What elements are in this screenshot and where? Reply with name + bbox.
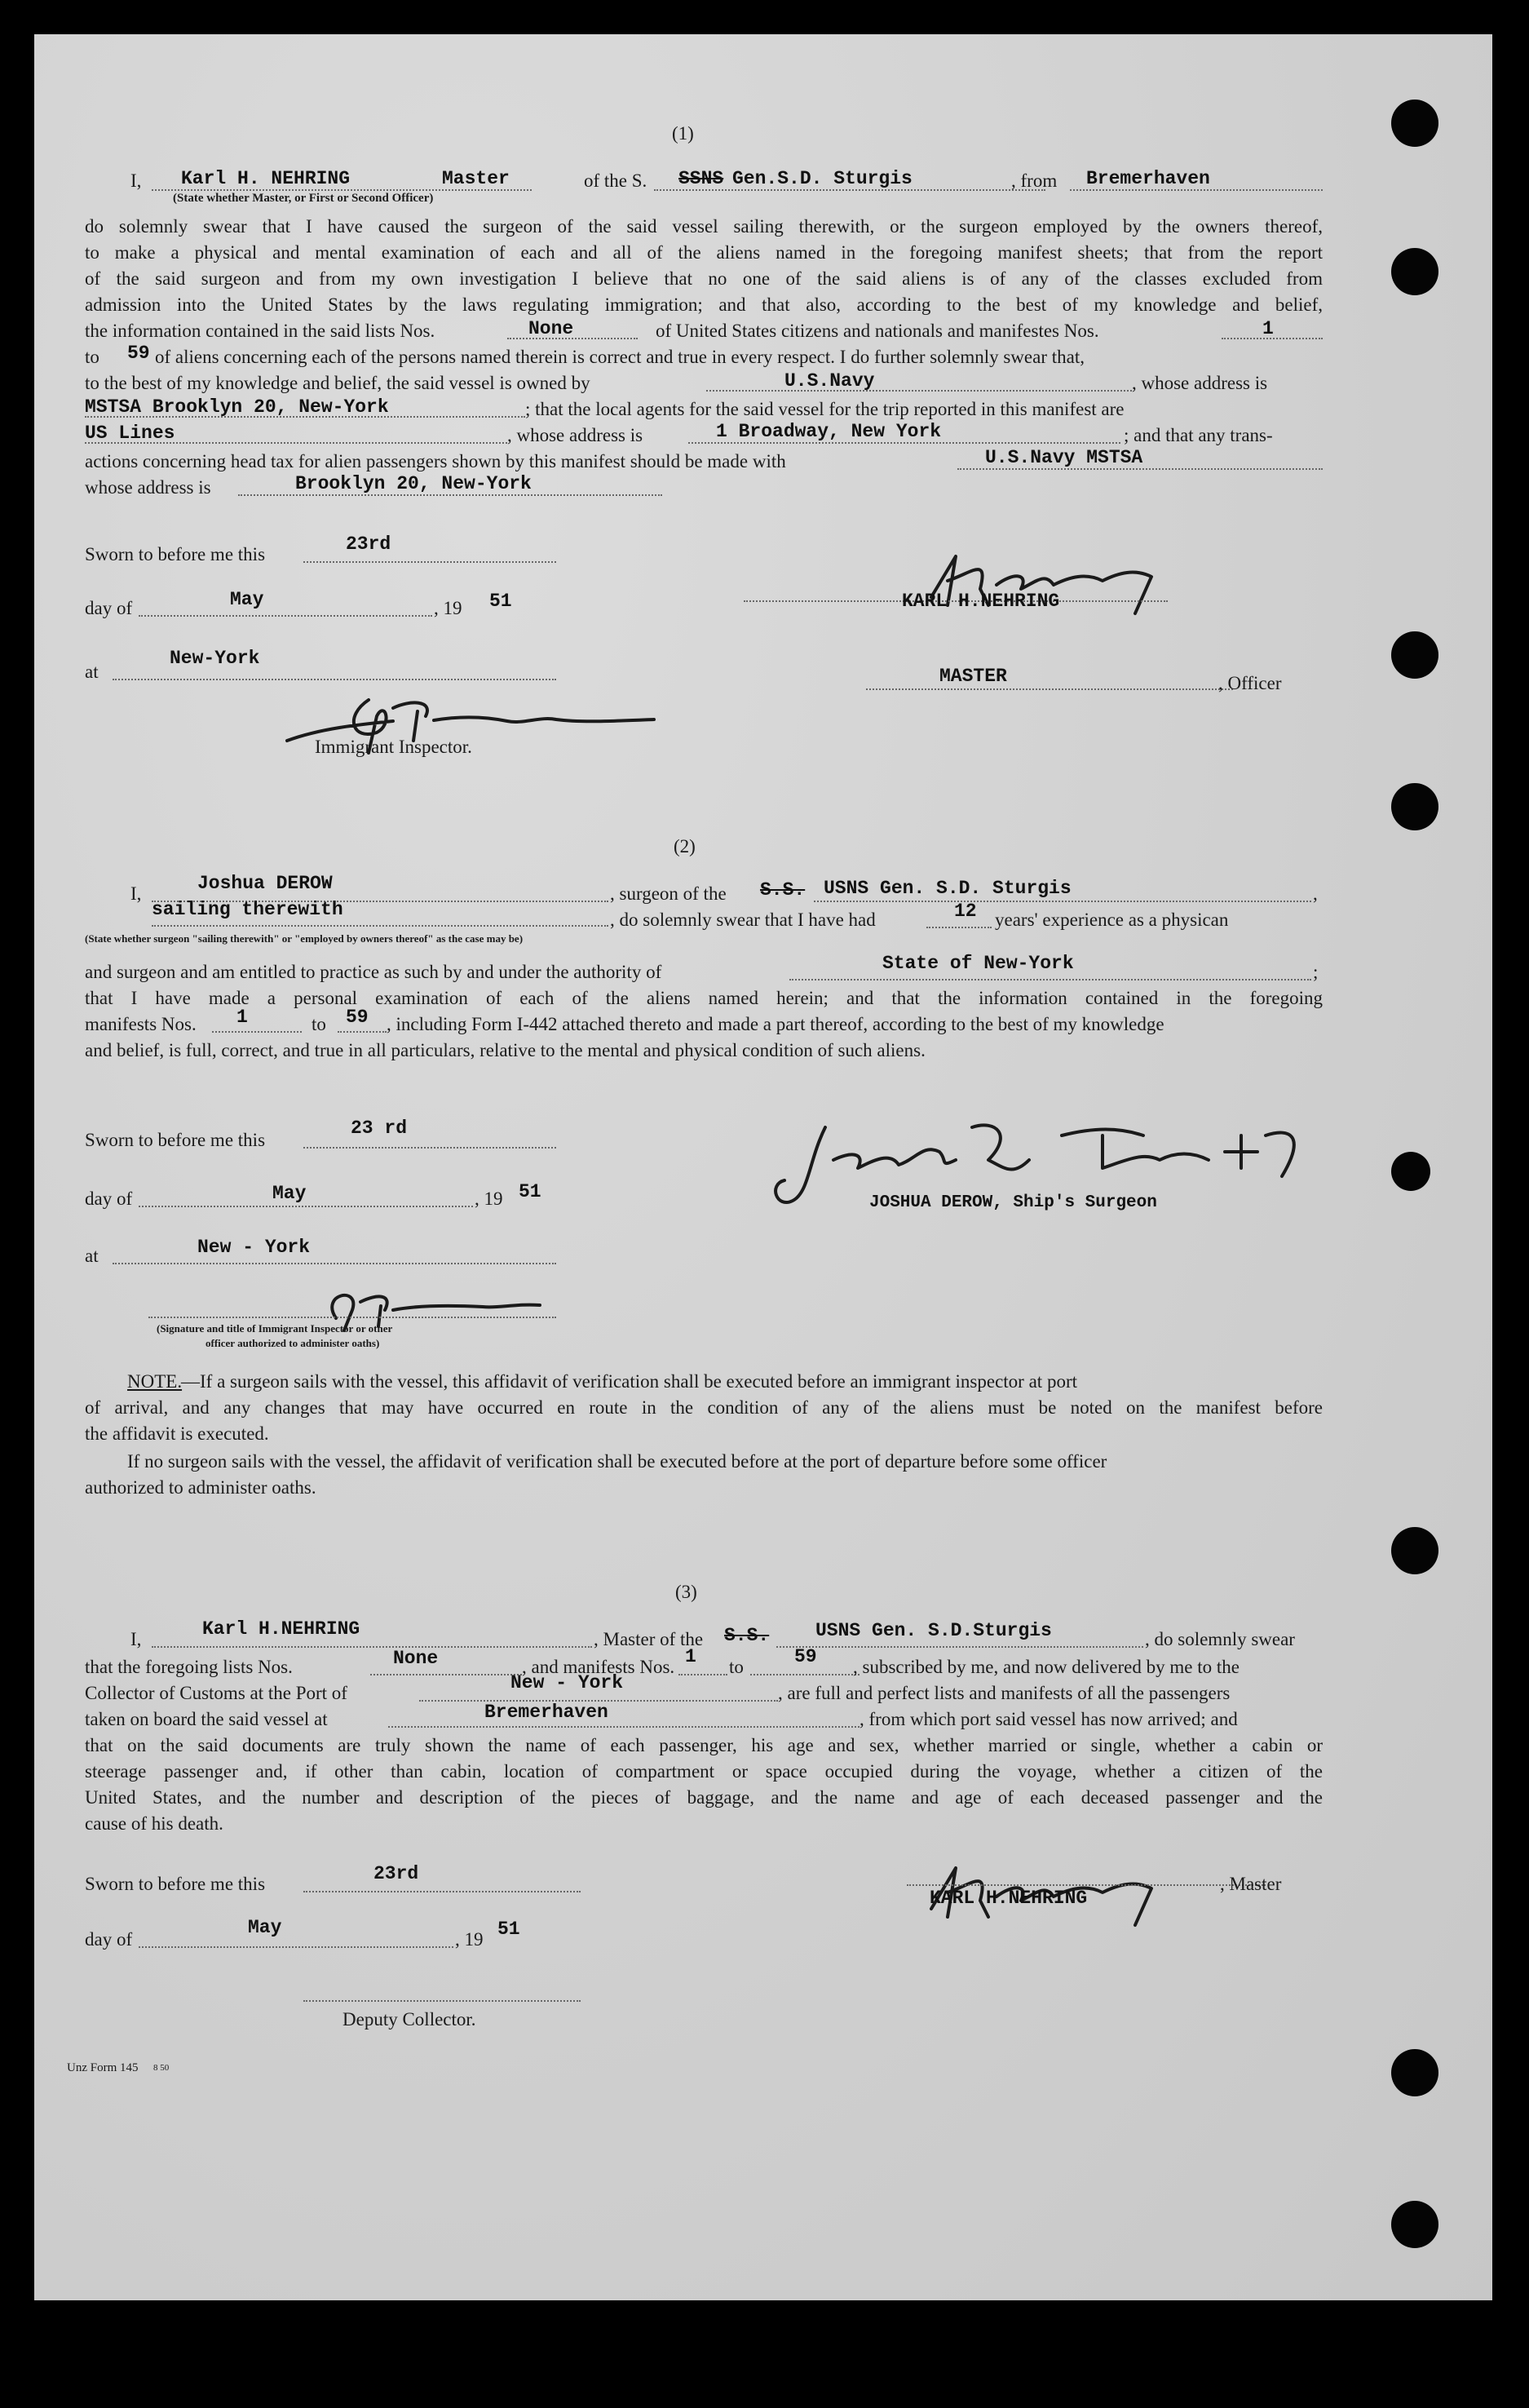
s3-master-label: , Master: [1220, 1874, 1282, 1894]
owner-address: MSTSA Brooklyn 20, New-York: [85, 396, 389, 418]
s1-line-5a: the information contained in the said lists Nos.: [85, 321, 435, 341]
s3-vessel: USNS Gen. S.D.Sturgis: [815, 1620, 1052, 1641]
s1-line-9b: ; and that any trans-: [1124, 425, 1273, 445]
s3-line-5: that on the said documents are truly shown the name of each passenger, his age and sex, whether married or single, whether a cabin or: [85, 1735, 1323, 1755]
s2-line-2c: years' experience as a physican: [995, 910, 1229, 930]
section-1-number: (1): [672, 123, 694, 144]
of-the-s: of the S.: [584, 170, 647, 191]
manifests-from: 1: [1262, 318, 1274, 339]
s1-place: New-York: [170, 648, 260, 669]
head-tax-address: Brooklyn 20, New-York: [295, 473, 532, 494]
s3-year: 51: [497, 1919, 520, 1940]
s2-line-6: and belief, is full, correct, and true in all particulars, relative to the mental and physical condition of such aliens.: [85, 1040, 926, 1060]
punch-hole: [1391, 100, 1438, 147]
manifests-to: 59: [127, 343, 150, 364]
s3-line-4b: , from which port said vessel has now arrived; and: [860, 1709, 1238, 1729]
lists-nos: None: [528, 318, 574, 339]
s3-signer: KARL H.NEHRING: [930, 1888, 1088, 1909]
surgeon-capacity: sailing therewith: [152, 899, 343, 920]
s3-line-6: steerage passenger and, if other than cabin, location of compartment or space occupied during the voyage, whether a citizen of the: [85, 1761, 1323, 1782]
s2-line-4: that I have made a personal examination of each of the aliens named herein; and that the information contained in the foregoing: [85, 988, 1323, 1008]
s1-line-8b: ; that the local agents for the said vessel for the trip reported in this manifest are: [525, 399, 1125, 419]
s1-signer: KARL H.NEHRING: [902, 591, 1060, 612]
surgeon-signer: JOSHUA DEROW, Ship's Surgeon: [869, 1193, 1157, 1212]
s2-at: at: [85, 1246, 99, 1266]
master-signature-1: [907, 540, 1184, 630]
s3-year-prefix: , 19: [455, 1929, 484, 1950]
s2-sworn-day: 23 rd: [351, 1118, 408, 1139]
s3-vessel-struck: S.S.: [724, 1625, 770, 1646]
s2-line-2b: , do solemnly swear that I have had: [610, 910, 876, 930]
vessel-owner: U.S.Navy: [784, 370, 875, 392]
punch-hole: [1391, 631, 1438, 679]
s1-line-6b: of aliens concerning each of the persons named therein is correct and true in every respect. I do further solemnly swear that,: [155, 347, 1085, 367]
s3-line-7: United States, and the number and description of the pieces of baggage, and the name and age of each deceased passenger and the: [85, 1787, 1323, 1808]
s1-line-1: do solemnly swear that I have caused the surgeon of the said vessel sailing therewith, or the surgeon employed by the owners thereof,: [85, 216, 1323, 237]
s2-vessel-struck: S.S.: [760, 879, 806, 901]
s1-sworn-label: Sworn to before me this: [85, 544, 266, 564]
s2-line-5c: , including Form I-442 attached thereto and made a part thereof, according to the best of my knowledge: [387, 1014, 1164, 1034]
s1-month: May: [230, 589, 264, 610]
s2-line-5a: manifests Nos.: [85, 1014, 197, 1034]
local-agents: US Lines: [85, 423, 175, 444]
punch-hole: [1391, 2201, 1438, 2248]
s2-inspector-note-2: officer authorized to administer oaths): [205, 1337, 380, 1349]
s1-line-4: admission into the United States by the laws regulating immigration; and that also, according to the best of my knowledge and belief,: [85, 294, 1323, 315]
s2-m-from: 1: [236, 1007, 248, 1028]
note-p1b: of arrival, and any changes that may have occurred en route in the condition of any of the aliens must be noted on the manifest before: [85, 1397, 1323, 1418]
departure-port: Bremerhaven: [1086, 168, 1210, 189]
s2-i: I,: [130, 883, 142, 904]
s3-line-1b: , do solemnly swear: [1145, 1629, 1295, 1649]
s3-line-8: cause of his death.: [85, 1813, 223, 1834]
s2-comma: ,: [1313, 883, 1318, 904]
s3-line-2a: that the foregoing lists Nos.: [85, 1657, 293, 1677]
s2-inspector-note-1: (Signature and title of Immigrant Inspector or other: [157, 1322, 393, 1335]
s3-line-2d: , subscribed by me, and now delivered by me to the: [853, 1657, 1240, 1677]
s1-sworn-day: 23rd: [346, 533, 391, 555]
s2-day-of: day of: [85, 1189, 133, 1209]
vessel-name: Gen.S.D. Sturgis: [732, 168, 913, 189]
agents-address: 1 Broadway, New York: [716, 421, 942, 442]
s2-line-3a: and surgeon and am entitled to practice as such by and under the authority of: [85, 962, 662, 982]
s3-from-port: Bremerhaven: [484, 1702, 608, 1723]
from-label: , from: [1011, 170, 1058, 191]
s1-at: at: [85, 662, 99, 682]
s3-i: I,: [130, 1629, 142, 1649]
s2-m-to: 59: [346, 1007, 369, 1028]
s1-line-7a: to the best of my knowledge and belief, the said vessel is owned by: [85, 373, 590, 393]
s1-line-10a: actions concerning head tax for alien passengers shown by this manifest should be made with: [85, 451, 786, 471]
s3-sworn-day: 23rd: [373, 1863, 419, 1884]
s3-sworn-label: Sworn to before me this: [85, 1874, 266, 1894]
s3-line-3b: , are full and perfect lists and manifests of all the passengers: [778, 1683, 1231, 1703]
note-p1c: the affidavit is executed.: [85, 1423, 269, 1444]
form-id: Unz Form 145: [67, 2061, 139, 2074]
s2-line-5b: to: [312, 1014, 326, 1034]
s3-master-name: Karl H.NEHRING: [202, 1618, 360, 1640]
s1-officer-label: , Officer: [1218, 673, 1282, 693]
s1-line-11a: whose address is: [85, 477, 211, 498]
s3-port: New - York: [510, 1672, 624, 1693]
note-p1a: —If a surgeon sails with the vessel, this affidavit of verification shall be executed before an immigrant inspector at port: [181, 1371, 1077, 1392]
section-3-number: (3): [675, 1582, 697, 1602]
s2-sworn-label: Sworn to before me this: [85, 1130, 266, 1150]
s2-place: New - York: [197, 1237, 311, 1258]
head-tax-party: U.S.Navy MSTSA: [985, 447, 1143, 468]
s2-year-prefix: , 19: [475, 1189, 503, 1209]
rank-note: (State whether Master, or First or Second Officer): [173, 192, 434, 205]
s3-deputy-collector: Deputy Collector.: [342, 2009, 476, 2030]
s3-line-2b: , and manifests Nos.: [522, 1657, 675, 1677]
master-name: Karl H. NEHRING: [181, 168, 351, 189]
s3-day-of: day of: [85, 1929, 133, 1950]
s1-line-5b: of United States citizens and nationals and manifestes Nos.: [656, 321, 1099, 341]
s2-vessel: USNS Gen. S.D. Sturgis: [824, 878, 1072, 899]
form-code: 8 50: [153, 2063, 170, 2073]
vessel-struck: SSNS: [678, 168, 724, 189]
s1-line-2: to make a physical and mental examination of each and all of the aliens named in the foregoing manifest sheets; that from the report: [85, 242, 1323, 263]
s1-year: 51: [489, 591, 512, 612]
s2-line-3b: ;: [1313, 962, 1319, 982]
s3-line-3a: Collector of Customs at the Port of: [85, 1683, 347, 1703]
s3-m-to: 59: [794, 1646, 817, 1667]
s1-line-3: of the said surgeon and from my own investigation I believe that no one of the said aliens is of any of the classes excluded from: [85, 268, 1323, 289]
s3-master-of: , Master of the: [594, 1629, 704, 1649]
s1-line-9a: , whose address is: [507, 425, 643, 445]
s2-year: 51: [519, 1181, 541, 1202]
note-label: NOTE.: [127, 1371, 183, 1392]
s3-lists: None: [393, 1648, 439, 1669]
s3-month: May: [248, 1917, 282, 1938]
s2-month: May: [272, 1183, 307, 1204]
years-experience: 12: [954, 901, 977, 922]
section-2-number: (2): [674, 836, 696, 857]
s1-year-prefix: , 19: [434, 598, 462, 618]
s3-line-2c: to: [729, 1657, 744, 1677]
note-p2a: If no surgeon sails with the vessel, the affidavit of verification shall be executed before at the port of departure before some officer: [127, 1451, 1107, 1472]
note-p2b: authorized to administer oaths.: [85, 1477, 316, 1498]
punch-hole: [1391, 1527, 1438, 1574]
surgeon-authority: State of New-York: [882, 953, 1074, 974]
s1-inspector-label: Immigrant Inspector.: [315, 737, 472, 757]
s3-line-4a: taken on board the said vessel at: [85, 1709, 328, 1729]
s1-line-6a: to: [85, 347, 99, 367]
manifest-affidavit-page: [34, 34, 1492, 2300]
punch-hole: [1391, 1152, 1430, 1191]
s1-title-typed: MASTER: [939, 666, 1007, 687]
s1-line-7b: , whose address is: [1132, 373, 1268, 393]
rank: Master: [442, 168, 510, 189]
punch-hole: [1391, 783, 1438, 830]
s1-i: I,: [130, 170, 142, 191]
s2-surgeon-of: , surgeon of the: [610, 883, 727, 904]
capacity-note: (State whether surgeon "sailing therewith" or "employed by owners thereof" as the case may be): [85, 932, 524, 945]
surgeon-name: Joshua DEROW: [197, 873, 333, 894]
punch-hole: [1391, 2049, 1438, 2096]
s3-m-from: 1: [685, 1646, 696, 1667]
punch-hole: [1391, 248, 1438, 295]
s1-day-of: day of: [85, 598, 133, 618]
